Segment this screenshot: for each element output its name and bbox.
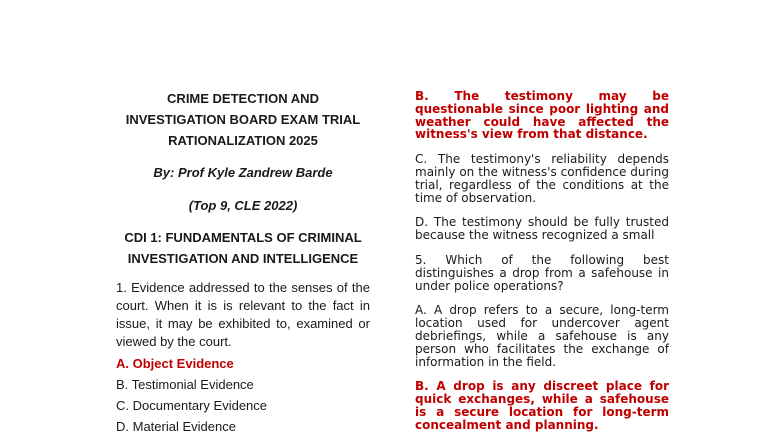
q1-option-d: D. Material Evidence: [116, 419, 236, 434]
author-byline: By: Prof Kyle Zandrew Barde: [153, 165, 333, 180]
section-line-2: INVESTIGATION AND INTELLIGENCE: [127, 251, 359, 266]
section-line-1: CDI 1: FUNDAMENTALS OF CRIMINAL: [124, 230, 362, 245]
title-line-2: INVESTIGATION BOARD EXAM TRIAL: [125, 112, 361, 127]
document-title: [116, 88, 370, 151]
title-line-3: RATIONALIZATION 2025: [168, 133, 318, 148]
question-5: 5. Which of the following best distinguishes a drop from a safehouse in under police operations?: [415, 252, 669, 293]
author-rank: (Top 9, CLE 2022): [188, 198, 298, 213]
right-column: [415, 90, 669, 444]
q1-option-a-correct: A. Object Evidence: [116, 356, 234, 371]
question-1: 1. Evidence addressed to the senses of the court. When it is is relevant to the fact in issue, it may be exhibited to, examined or viewed by the court.: [116, 280, 370, 349]
title-line-1: CRIME DETECTION AND: [167, 91, 319, 106]
q5-option-a: A. A drop refers to a secure, long-term location used for undercover agent debriefings, while a safehouse is any person who facilitates the exchange of information in the field.: [415, 303, 669, 369]
left-column: [116, 88, 370, 437]
q4-option-b-correct: B. The testimony may be questionable since poor lighting and weather could have affected the witness's view from that distance.: [415, 89, 669, 142]
q5-option-b-correct: B. A drop is any discreet place for quick exchanges, while a safehouse is a secure location for long-term concealment and planning.: [415, 379, 669, 432]
q4-option-c: C. The testimony's reliability depends mainly on the witness's confidence during trial, regardless of the conditions at the time of observation.: [415, 152, 669, 205]
q1-option-b: B. Testimonial Evidence: [116, 377, 254, 392]
q4-option-d: D. The testimony should be fully trusted because the witness recognized a small: [415, 215, 669, 243]
section-heading: [116, 227, 370, 269]
q1-option-c: C. Documentary Evidence: [116, 398, 268, 413]
